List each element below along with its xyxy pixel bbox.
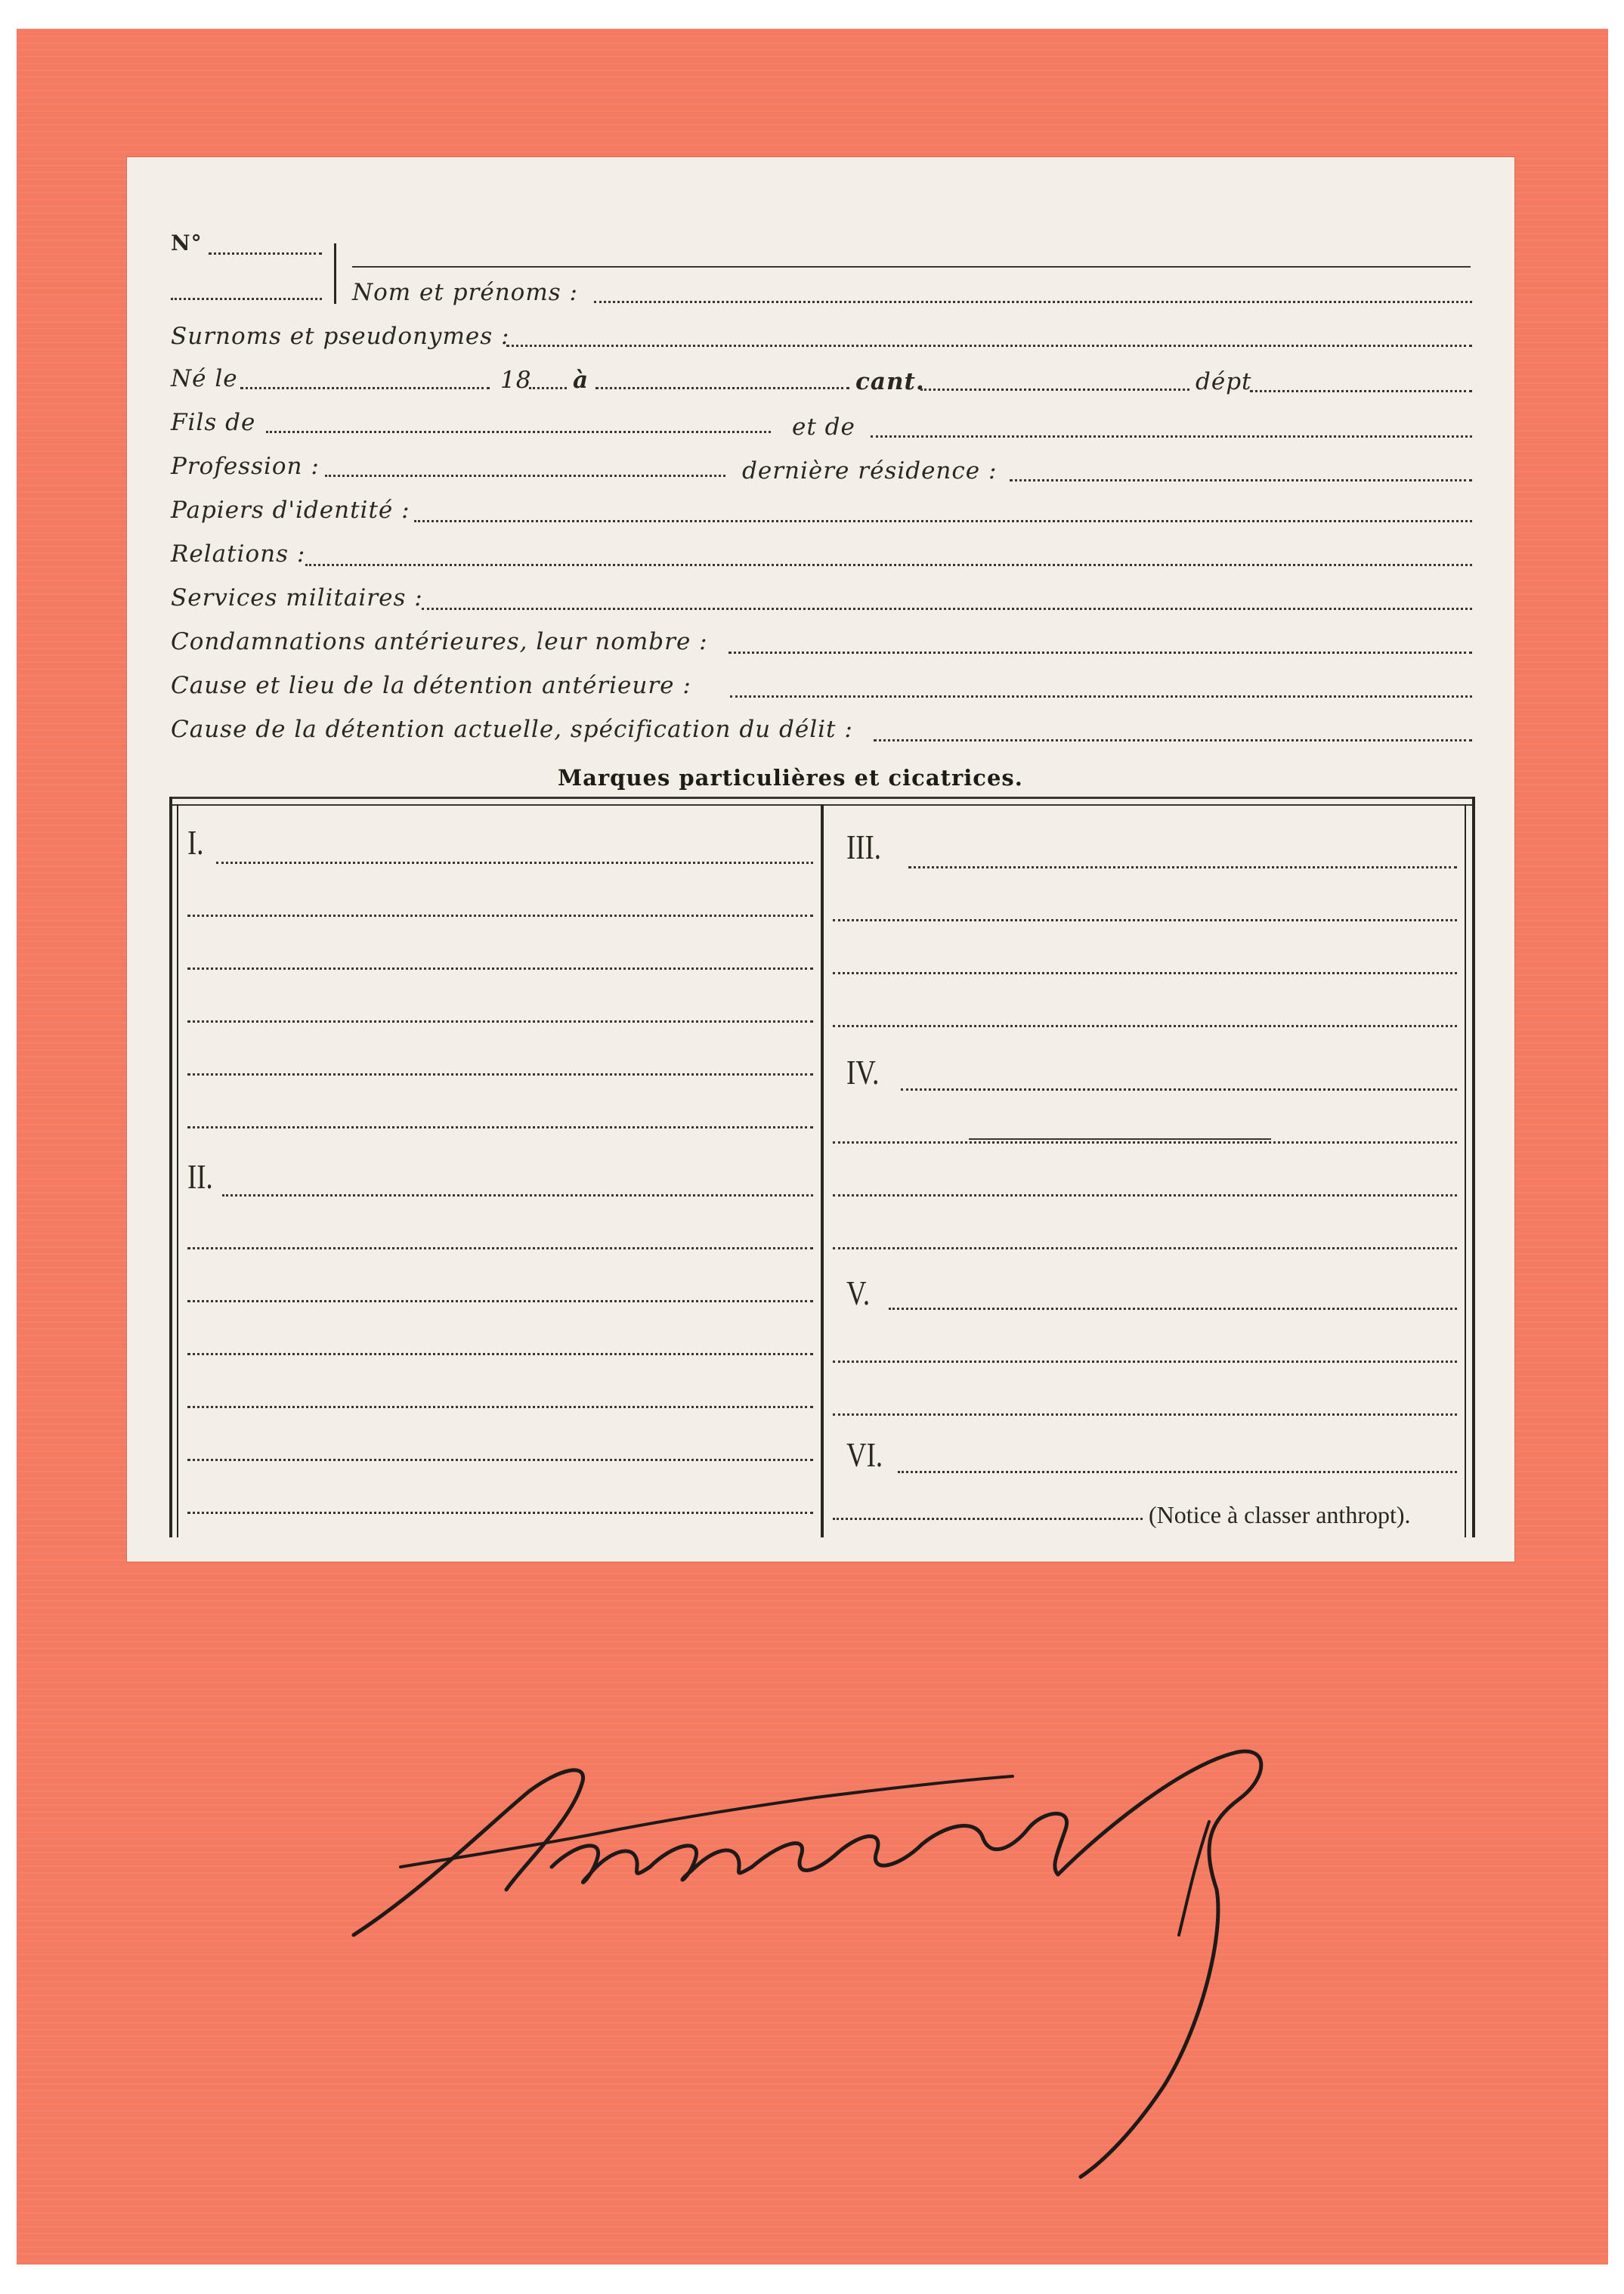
section-i-label: I. xyxy=(187,823,204,862)
residence-label: dernière résidence : xyxy=(742,457,998,484)
name-label: Nom et prénoms : xyxy=(352,279,578,306)
military-service-label: Services militaires : xyxy=(171,584,423,611)
profession-label: Profession : xyxy=(171,453,320,480)
section-iii-label: III. xyxy=(846,828,881,866)
relations-label: Relations : xyxy=(171,540,306,568)
prior-detention-label: Cause et lieu de la détention antérieure : xyxy=(171,672,691,699)
birth-date-label: Né le xyxy=(171,365,238,392)
section-ii-label: II. xyxy=(187,1157,213,1196)
birth-place-label: à xyxy=(573,367,589,394)
section-iv-label: IV. xyxy=(846,1053,880,1091)
surnames-label: Surnoms et pseudonymes : xyxy=(171,323,510,350)
filing-notice: (Notice à classer anthropt). xyxy=(1149,1501,1411,1528)
father-label: Fils de xyxy=(171,409,256,436)
department-label: dépt xyxy=(1196,368,1252,395)
section-vi-label: VI. xyxy=(846,1435,883,1474)
section-v-label: V. xyxy=(846,1274,871,1312)
mother-label: et de xyxy=(792,413,855,441)
marks-section-title: Marques particulières et cicatrices. xyxy=(558,765,1023,791)
current-detention-label: Cause de la détention actuelle, spécification du délit : xyxy=(171,716,853,743)
number-label: N° xyxy=(171,231,203,255)
year-prefix: 18 xyxy=(500,367,532,394)
identity-papers-label: Papiers d'identité : xyxy=(171,497,410,524)
prior-convictions-label: Condamnations antérieures, leur nombre : xyxy=(171,628,708,655)
canton-label: cant. xyxy=(855,368,925,395)
